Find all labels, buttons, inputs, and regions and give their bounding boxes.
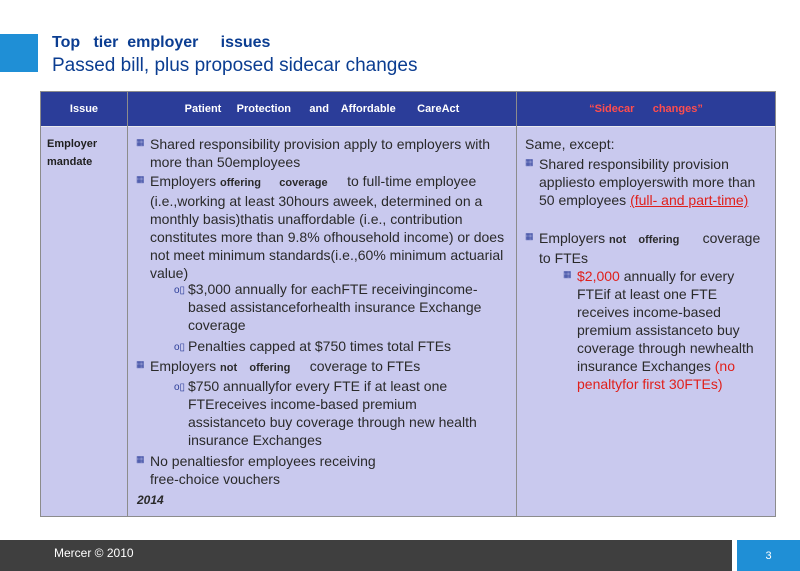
sub-bullet-item [174, 377, 496, 449]
column-divider [516, 92, 517, 516]
square-bullet-icon: ▦ [136, 359, 145, 369]
circle-bullet-icon: o▯ [174, 285, 186, 296]
mandate-table [40, 91, 776, 517]
bullet-item [136, 135, 508, 171]
header-sidecar: “Sidecar changes” [517, 92, 775, 126]
column-divider [127, 92, 128, 516]
square-bullet-icon: ▦ [136, 174, 145, 184]
row-label-employer-mandate: Employer mandate [47, 138, 98, 168]
cell-ppaca [128, 127, 516, 516]
circle-bullet-icon: o▯ [174, 382, 186, 393]
circle-bullet-icon: o▯ [174, 342, 186, 353]
square-bullet-icon: ▦ [563, 269, 572, 279]
bullet-text: Employers not offering coverage to FTEs [539, 230, 765, 266]
bullet-item [136, 357, 508, 377]
header-ppaca: Patient Protection and Affordable CareAct [128, 92, 516, 126]
footer-copyright: Mercer © 2010 [54, 546, 134, 560]
slide-title: Top tier employer issues [52, 34, 271, 51]
intro-text: Same, except: [525, 136, 615, 152]
sub-bullet-text: Penalties capped at $750 times total FTEs [188, 338, 452, 354]
slide-subtitle: Passed bill, plus proposed sidecar changes [52, 55, 418, 76]
bullet-item [525, 155, 763, 209]
sub-bullet-item [174, 337, 496, 355]
sub-bullet-text: $2,000 annually for every FTEif at least one FTE receives income-based premium assistanceto buy coverage through newhealth insurance Exchanges (no penaltyfor first 30FTEs) [577, 268, 754, 392]
square-bullet-icon: ▦ [525, 157, 534, 167]
header-issue: Issue [41, 92, 127, 126]
sub-bullet-text: $3,000 annually for eachFTE receivingincome-based assistanceforhealth insurance Exchange coverage [188, 281, 482, 333]
sub-bullet-text: $750 annuallyfor every FTE if at least one FTEreceives income-based premium assistanceto buy coverage through new health insurance Exchanges [188, 378, 477, 448]
page-number: 3 [737, 540, 800, 571]
bullet-item [136, 172, 508, 282]
cell-sidecar [517, 127, 775, 516]
sub-bullet-item [174, 280, 496, 334]
accent-square [0, 34, 38, 72]
square-bullet-icon: ▦ [136, 137, 145, 147]
bullet-text: Shared responsibility provision apply to employers with more than 50employees [150, 136, 491, 170]
bullet-item [525, 229, 763, 267]
bullet-text: Employers offering coverage to full-time employee (i.e.,working at least 30hours aweek, determined on a monthly basis)thatis unaffordable (i.e., contribution constitutes more than 9.8% ofhousehold income) or does not meet minimum standards(i.e.,60% minimum actuarial value) [150, 173, 508, 281]
sub-bullet-item [563, 267, 763, 393]
bullet-text: Employers not offering coverage to FTEs [150, 358, 421, 374]
square-bullet-icon: ▦ [525, 231, 534, 241]
effective-year: 2014 [137, 493, 164, 507]
cell-issue [41, 127, 127, 516]
footer-bar [0, 540, 732, 571]
square-bullet-icon: ▦ [136, 454, 145, 464]
bullet-text: No penaltiesfor employees receiving free-choice vouchers [150, 453, 376, 487]
bullet-item [136, 452, 406, 488]
bullet-text: Shared responsibility provision appliesto employerswith more than 50 employees (full- and part-time) [539, 156, 756, 208]
